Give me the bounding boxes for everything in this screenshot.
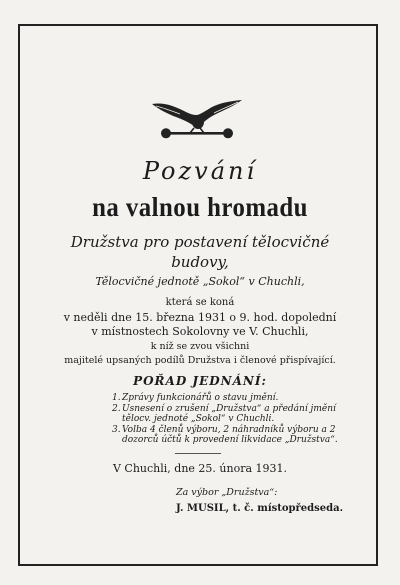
title-general-meeting: na valnou hromadu	[92, 192, 308, 222]
signature-for: Za výbor „Družstva“:	[176, 487, 278, 498]
text-line-4: k níž se zvou všichni	[150, 341, 250, 352]
text-line-3: v místnostech Sokolovny ve V. Chuchli,	[91, 325, 309, 338]
agenda-item-number: 2.	[112, 403, 121, 414]
title-invitation: Pozvání	[142, 157, 258, 185]
agenda-heading: POŘAD JEDNÁNÍ:	[133, 374, 267, 388]
subtitle-line-3: Tělocvičné jednotě „Sokol“ v Chuchli,	[95, 275, 305, 288]
subtitle-line-2: budovy,	[171, 253, 229, 271]
text-line-1: která se koná	[165, 297, 235, 308]
agenda-item-text: Usnesení o zrušení „Družstva“ a předání jmění tělocv. jednoté „Sokol“ v Chuchli.	[122, 403, 336, 424]
text-line-2: v neděli dne 15. března 1931 o 9. hod. dopolední	[63, 311, 337, 324]
text-line-5: majitelé upsaných podílů Družstva i členové přispívající.	[64, 355, 336, 366]
signature-name: J. MUSIL, t. č. místopředseda.	[176, 503, 344, 514]
agenda-item-text: Volba 4 členů výboru, 2 náhradníků výboru a 2 dozorců účtů k provedení likvidace „Družstva“.	[122, 424, 338, 445]
agenda-list	[112, 393, 342, 446]
agenda-item-number: 3.	[112, 424, 121, 435]
agenda-item-text: Zprávy funkcionářů o stavu jmění.	[122, 393, 279, 403]
sokol-falcon-emblem	[150, 98, 244, 142]
subtitle-line-1: Družstva pro postavení tělocvičné	[70, 233, 330, 251]
agenda-item	[112, 393, 342, 404]
date-place: V Chuchli, dne 25. února 1931.	[112, 462, 288, 475]
agenda-item-number: 1.	[112, 393, 121, 403]
agenda-item	[112, 404, 342, 425]
agenda-item	[112, 425, 342, 446]
divider-rule	[175, 453, 221, 454]
